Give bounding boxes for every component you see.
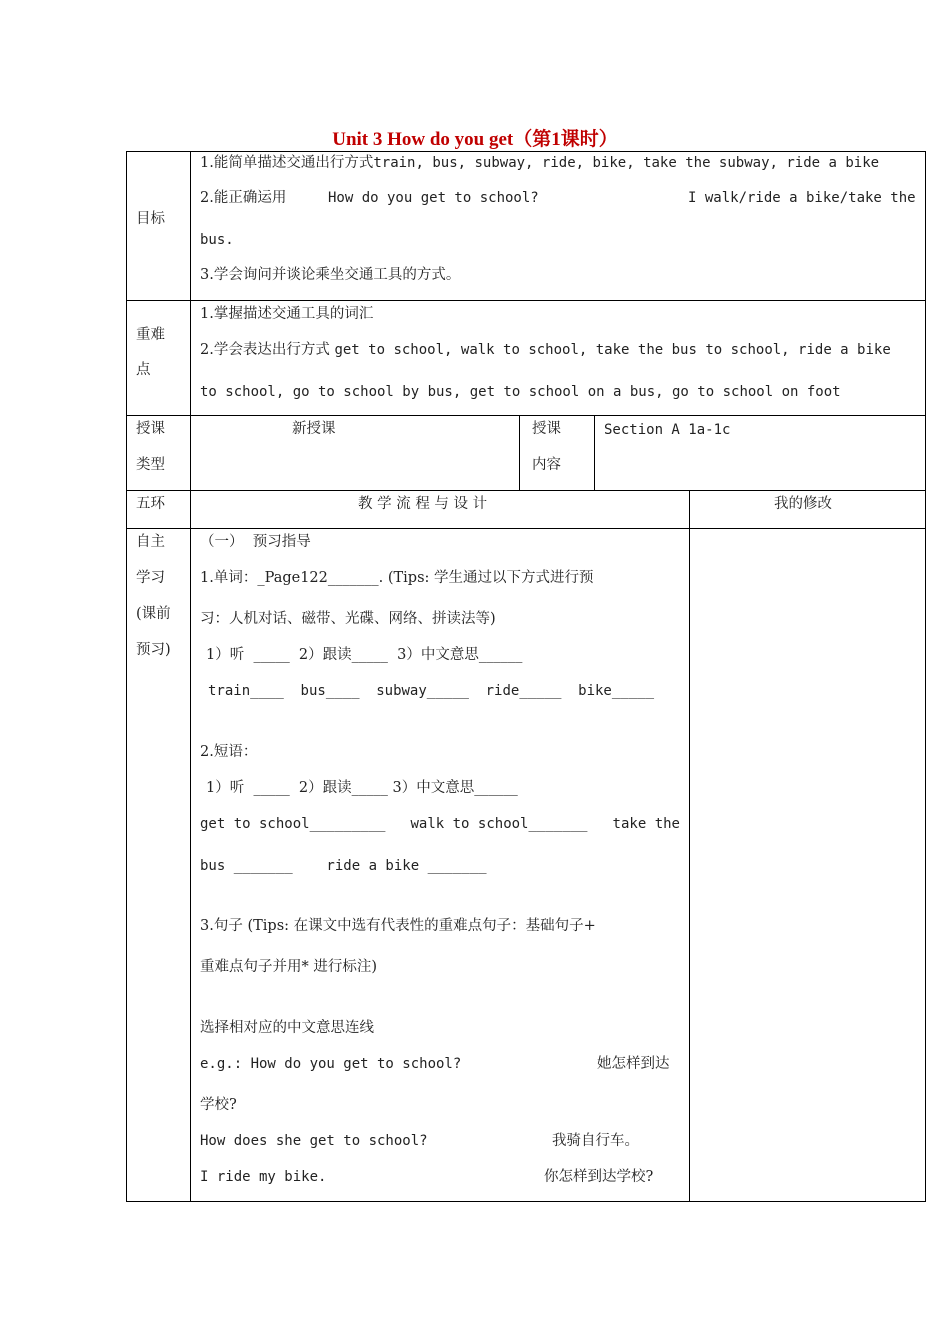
words-steps: 1）听 _____ 2）跟读_____ 3）中文意思______ [206,647,523,663]
match-sentence-cn-2: 我骑自行车。 [552,1133,639,1149]
self-study-label-3: (课前 [136,606,171,622]
phrase-item: take the [612,816,680,832]
goals-line1-cn: 1.能简单描述交通出行方式 [200,155,374,171]
sentences-tips: 重难点句子并用* 进行标注) [200,959,378,975]
lesson-type-label-2: 类型 [136,457,165,473]
header-col-five-links: 五环 [136,496,165,512]
self-study-label-2: 学习 [136,570,165,586]
phrases-steps: 1）听 _____ 2）跟读_____ 3）中文意思______ [206,780,518,796]
match-title: 选择相对应的中文意思连线 [200,1020,374,1036]
key-points-line2 [200,341,891,359]
key-points-line2-cn: 2.学会表达出行方式 [200,342,330,358]
lesson-type-value: 新授课 [292,421,336,437]
lesson-content-label-1: 授课 [532,421,561,437]
phrases-line2: bus _______ ride a bike _______ [200,858,487,874]
match-sentence-cn-3: 你怎样到达学校? [544,1169,654,1185]
lesson-content-value: Section A 1a-1c [604,422,731,438]
words-tips: 习：人机对话、磁带、光碟、网络、拼读法等) [200,611,496,627]
word-item: bike_____ [578,683,654,699]
page-title: Unit 3 How do you get（第1课时） [332,129,618,150]
key-points-line1: 1.掌握描述交通工具的词汇 [200,306,374,322]
key-points-line2-en: get to school, walk to school, take the bus to school, ride a bike [334,342,891,358]
example-answer-cn-cont: 学校? [200,1097,237,1113]
sentences-title: 3.句子 (Tips: 在课文中选有代表性的重难点句子：基础句子+ [200,918,596,934]
word-item: train____ [208,683,284,699]
preview-guide-heading: （一） 预习指导 [200,534,311,550]
goals-label: 目标 [136,211,165,227]
phrase-item: get to school_________ [200,816,386,832]
word-item: subway_____ [376,683,469,699]
goals-line1-en: train, bus, subway, ride, bike, take the subway, ride a bike [373,155,880,171]
goals-line2-cn: 2.能正确运用 [200,190,287,206]
word-item: bus____ [300,683,360,699]
phrase-item: walk to school_______ [410,816,588,832]
phrases-title: 2.短语： [200,744,258,760]
word-item: ride_____ [485,683,562,699]
lesson-content-label-2: 内容 [532,457,561,473]
key-points-label-2: 点 [136,362,151,378]
goals-line2-en-b: I walk/ride a bike/take the [688,190,916,206]
goals-line4: 3.学会询问并谈论乘坐交通工具的方式。 [200,267,461,283]
example-answer-cn: 她怎样到达 [597,1056,670,1072]
goals-line1 [200,154,879,172]
match-sentence-en-3: I ride my bike. [200,1169,327,1185]
goals-line2-en-a: How do you get to school? [328,190,539,206]
phrases-line1 [200,815,680,833]
example-question-en: e.g.: How do you get to school? [200,1056,462,1072]
header-col-my-changes: 我的修改 [774,496,832,512]
self-study-label-4: 预习) [136,642,171,658]
match-sentence-en-2: How does she get to school? [200,1133,428,1149]
self-study-label-1: 自主 [136,534,165,550]
words-list [208,682,654,700]
key-points-line3: to school, go to school by bus, get to school on a bus, go to school on foot [200,384,841,400]
words-title: 1.单词：_Page122_______. (Tips: 学生通过以下方式进行预 [200,570,594,586]
header-col-flow-design: 教 学 流 程 与 设 计 [358,496,488,512]
key-points-label-1: 重难 [136,327,165,343]
lesson-type-label-1: 授课 [136,421,165,437]
goals-line3: bus. [200,232,234,248]
